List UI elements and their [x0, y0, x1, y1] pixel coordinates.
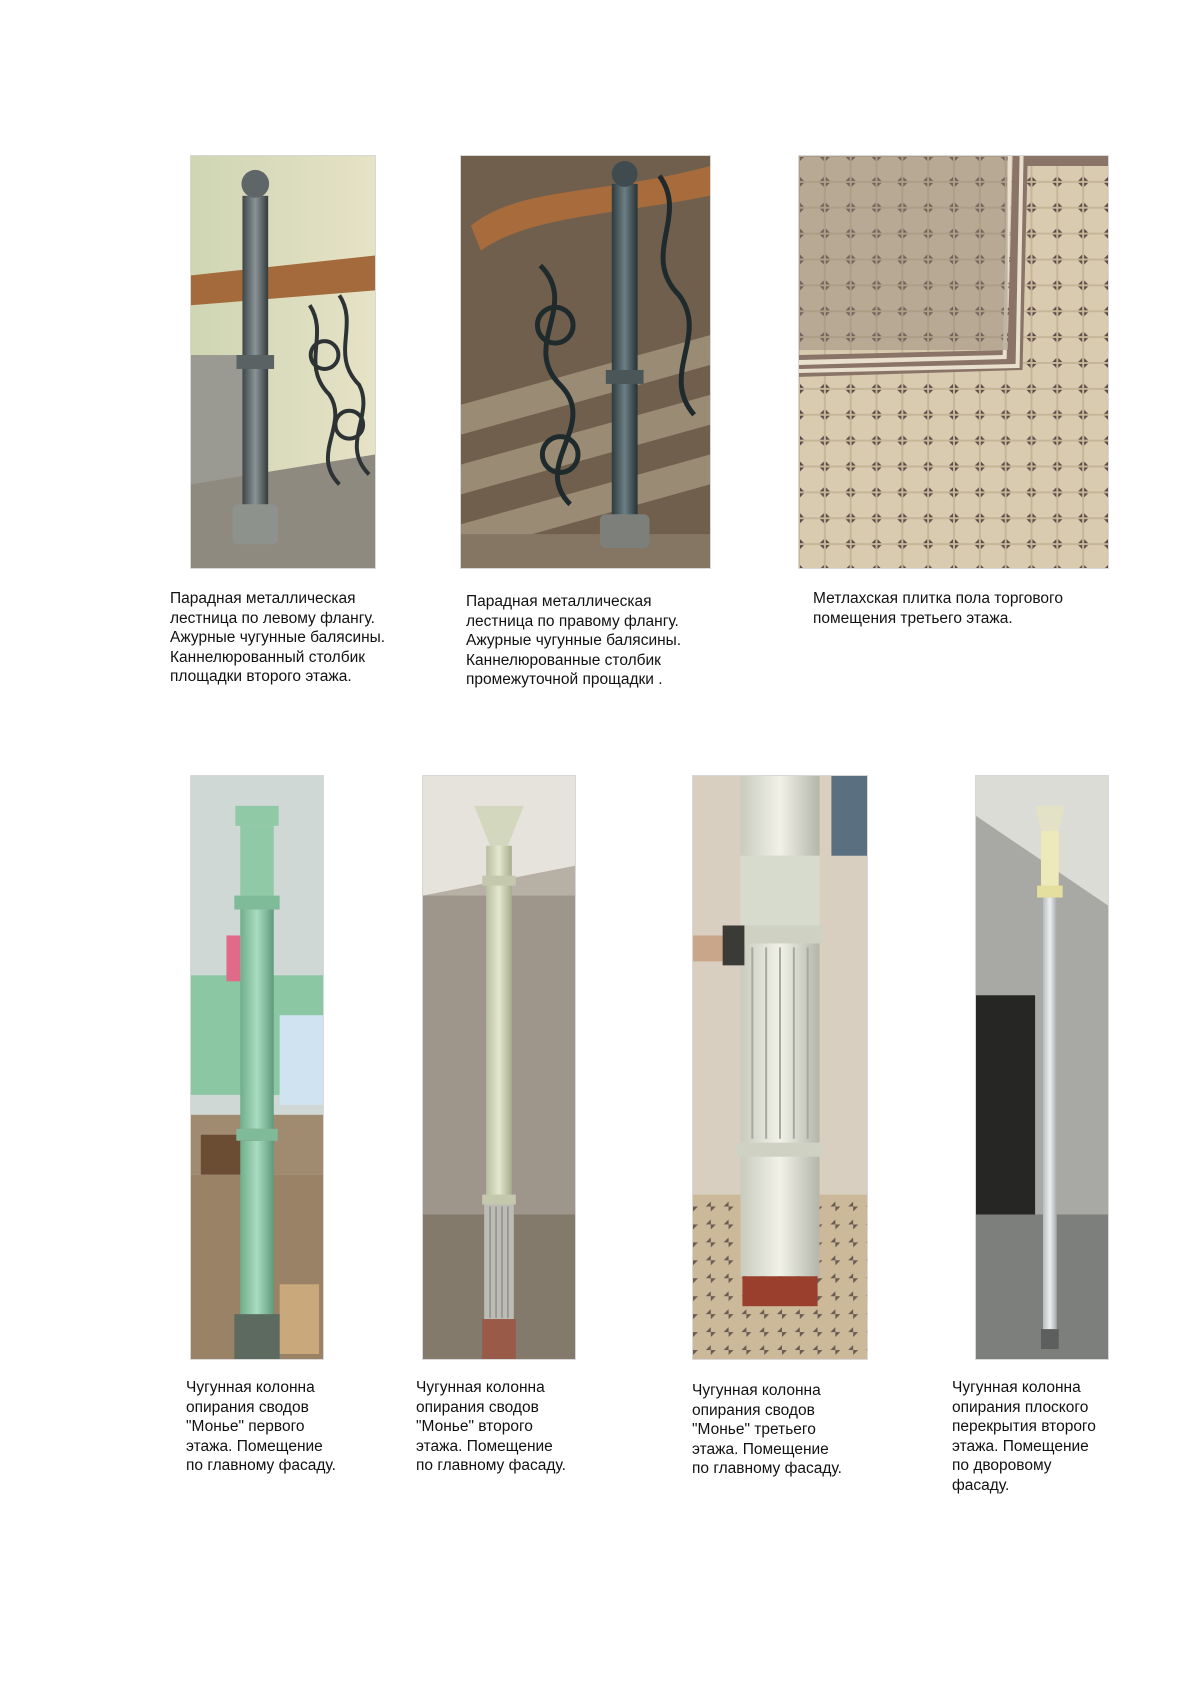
caption-tile-floor: Метлахская плитка пола торгового помещения третьего этажа.	[813, 590, 1063, 627]
caption-column-second-floor: Чугунная колонна опирания сводов "Монье" второго этажа. Помещение по главному фасаду.	[416, 1379, 566, 1474]
column-flat-ceiling-image	[976, 776, 1108, 1359]
photo-railing-post-left	[190, 155, 376, 569]
caption-column-third-floor: Чугунная колонна опирания сводов "Монье" третьего этажа. Помещение по главному фасаду.	[692, 1382, 842, 1477]
caption-railing-left: Парадная металлическая лестница по левому флангу. Ажурные чугунные балясины. Каннелюрованный столбик площадки второго этажа.	[170, 590, 386, 685]
tile-floor-image	[799, 156, 1108, 568]
photo-metlakh-tile-floor	[798, 155, 1109, 569]
railing-post-left-image	[191, 156, 375, 568]
photo-column-third-floor	[692, 775, 868, 1360]
photo-column-first-floor	[190, 775, 324, 1360]
photo-column-second-floor	[422, 775, 576, 1360]
caption-column-first-floor: Чугунная колонна опирания сводов "Монье" первого этажа. Помещение по главному фасаду.	[186, 1379, 336, 1474]
column-third-floor-image	[693, 776, 867, 1359]
caption-column-flat-ceiling: Чугунная колонна опирания плоского перекрытия второго этажа. Помещение по дворовому фасаду.	[952, 1379, 1096, 1494]
photo-railing-post-right	[460, 155, 711, 569]
column-first-floor-image	[191, 776, 323, 1359]
railing-post-right-image	[461, 156, 710, 568]
photo-column-flat-ceiling	[975, 775, 1109, 1360]
column-second-floor-image	[423, 776, 575, 1359]
caption-railing-right: Парадная металлическая лестница по правому флангу. Ажурные чугунные балясины. Каннелюрованные столбик промежуточной прощадки .	[466, 593, 682, 688]
